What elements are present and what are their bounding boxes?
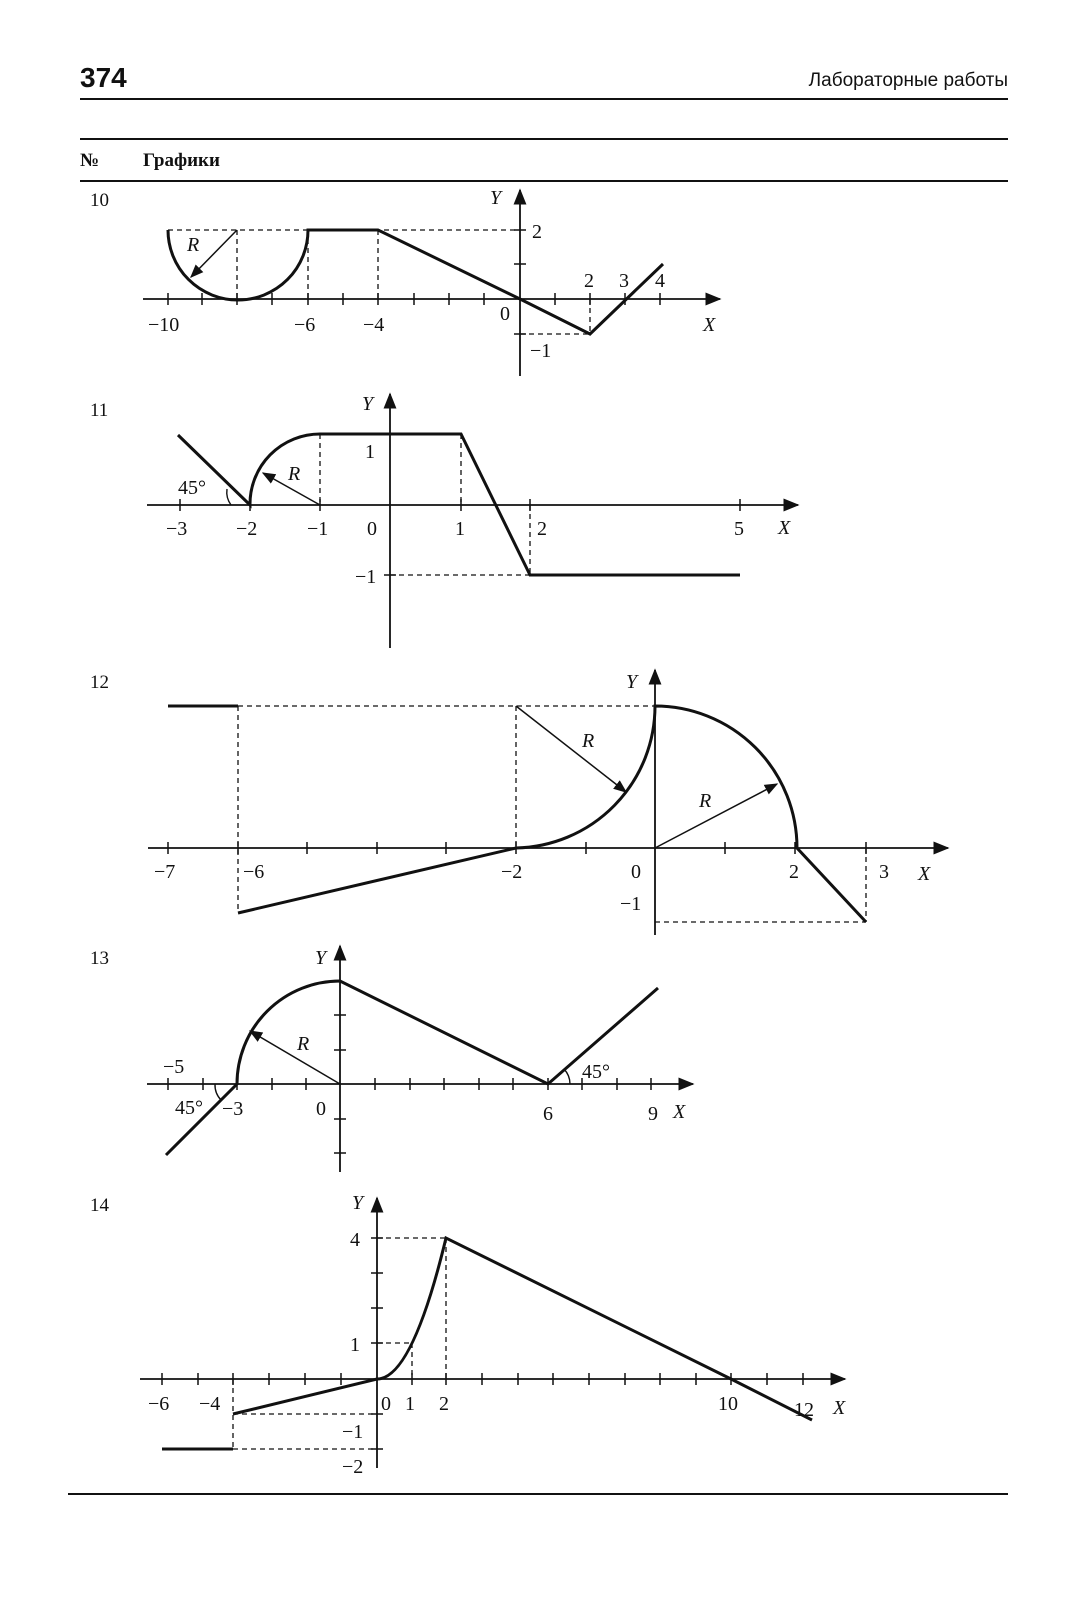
graph-10-x-label: X xyxy=(703,314,716,336)
graph-14-tick-ym2: −2 xyxy=(342,1456,364,1478)
graph-14 xyxy=(140,1198,845,1468)
page-number: 374 xyxy=(80,62,127,93)
graph-10-tick-xm6: −6 xyxy=(294,314,316,336)
graph-13 xyxy=(147,946,693,1172)
graph-11-x-label: X xyxy=(778,517,791,539)
graph-11-angle-arc xyxy=(227,489,231,505)
graph-10-tick-ym1: −1 xyxy=(530,340,552,362)
graph-14-tick-xm6: −6 xyxy=(148,1393,170,1415)
row-number-12: 12 xyxy=(90,672,109,693)
graph-14-tick-y4: 4 xyxy=(350,1229,360,1251)
row-number-11: 11 xyxy=(90,400,109,421)
graph-12-radius-label-right: R xyxy=(699,790,712,812)
column-header-number: № xyxy=(80,150,100,171)
graph-10-tick-y2: 2 xyxy=(532,221,542,243)
graph-12-radius-arrow-left xyxy=(516,706,626,792)
graph-11-tick-xm1: −1 xyxy=(307,518,329,540)
graph-13-tick-xm5: −5 xyxy=(163,1056,185,1078)
graph-10-tick-x4: 4 xyxy=(655,270,665,292)
graph-13-tick-zero: 0 xyxy=(316,1098,326,1120)
graph-14-tick-y1: 1 xyxy=(350,1334,360,1356)
graph-14-guides xyxy=(233,1238,446,1449)
graph-12-radius-arrow-right xyxy=(655,784,777,848)
graph-11-tick-x2: 2 xyxy=(537,518,547,540)
graph-13-tick-x9: 9 xyxy=(648,1103,658,1125)
graph-13-radius-arrow xyxy=(250,1031,340,1084)
graph-13-tick-xm3: −3 xyxy=(222,1098,244,1120)
graph-11-tick-x1: 1 xyxy=(455,518,465,540)
graph-11-tick-x5: 5 xyxy=(734,518,744,540)
footer-rule xyxy=(68,1493,1008,1495)
graph-12-x-label: X xyxy=(918,863,931,885)
graph-13-angle-label-left: 45° xyxy=(175,1097,203,1119)
graph-14-ticks xyxy=(162,1238,803,1449)
graph-13-angle-label-right: 45° xyxy=(582,1061,610,1083)
graph-10-tick-xm10: −10 xyxy=(148,314,180,336)
graph-13-y-label: Y xyxy=(315,947,327,969)
graph-13-angle-arc-left xyxy=(215,1084,221,1100)
graph-11-tick-zero: 0 xyxy=(367,518,377,540)
graph-14-x-label: X xyxy=(833,1397,846,1419)
graph-14-tick-zero: 0 xyxy=(381,1393,391,1415)
column-header-graphs: Графики xyxy=(143,150,220,171)
graph-12-radius-label-left: R xyxy=(582,730,595,752)
graph-13-tick-x6: 6 xyxy=(543,1103,553,1125)
graph-10-tick-x3: 3 xyxy=(619,270,629,292)
graph-12-tick-xm7: −7 xyxy=(154,861,176,883)
graph-10 xyxy=(143,190,720,376)
graph-14-tick-x1: 1 xyxy=(405,1393,415,1415)
graph-11-tick-xm3: −3 xyxy=(166,518,188,540)
graph-14-tick-x12: 12 xyxy=(794,1399,814,1421)
graph-11-tick-xm2: −2 xyxy=(236,518,258,540)
graph-11-angle-label: 45° xyxy=(178,477,206,499)
graph-11-tick-ym1: −1 xyxy=(355,566,377,588)
graph-14-tick-ym1: −1 xyxy=(342,1421,364,1443)
graph-12-tick-ym1: −1 xyxy=(620,893,642,915)
graph-12-tick-x3: 3 xyxy=(879,861,889,883)
graph-11-radius-label: R xyxy=(288,463,301,485)
graph-11-tick-y1: 1 xyxy=(365,441,375,463)
graph-10-y-label: Y xyxy=(490,187,502,209)
graph-12-tick-zero: 0 xyxy=(631,861,641,883)
graph-11-y-label: Y xyxy=(362,393,374,415)
running-title: Лабораторные работы xyxy=(808,70,1008,91)
graph-12-tick-x2: 2 xyxy=(789,861,799,883)
graph-10-tick-zero: 0 xyxy=(500,303,510,325)
graph-12 xyxy=(148,670,948,935)
graph-14-tick-x2: 2 xyxy=(439,1393,449,1415)
graph-13-x-label: X xyxy=(673,1101,686,1123)
graph-14-y-label: Y xyxy=(352,1192,364,1214)
graph-14-tick-xm4: −4 xyxy=(199,1393,221,1415)
graph-12-y-label: Y xyxy=(626,671,638,693)
graph-12-curve xyxy=(238,706,866,922)
graph-13-angle-arc-right xyxy=(564,1069,570,1084)
graph-10-radius-label: R xyxy=(187,234,200,256)
graph-13-radius-label: R xyxy=(297,1033,310,1055)
row-number-10: 10 xyxy=(90,190,109,211)
graph-10-tick-xm4: −4 xyxy=(363,314,385,336)
graph-12-tick-xm2: −2 xyxy=(501,861,523,883)
row-number-14: 14 xyxy=(90,1195,109,1216)
graph-10-tick-x2: 2 xyxy=(584,270,594,292)
graph-12-tick-xm6: −6 xyxy=(243,861,265,883)
row-number-13: 13 xyxy=(90,948,109,969)
graph-14-tick-x10: 10 xyxy=(718,1393,738,1415)
